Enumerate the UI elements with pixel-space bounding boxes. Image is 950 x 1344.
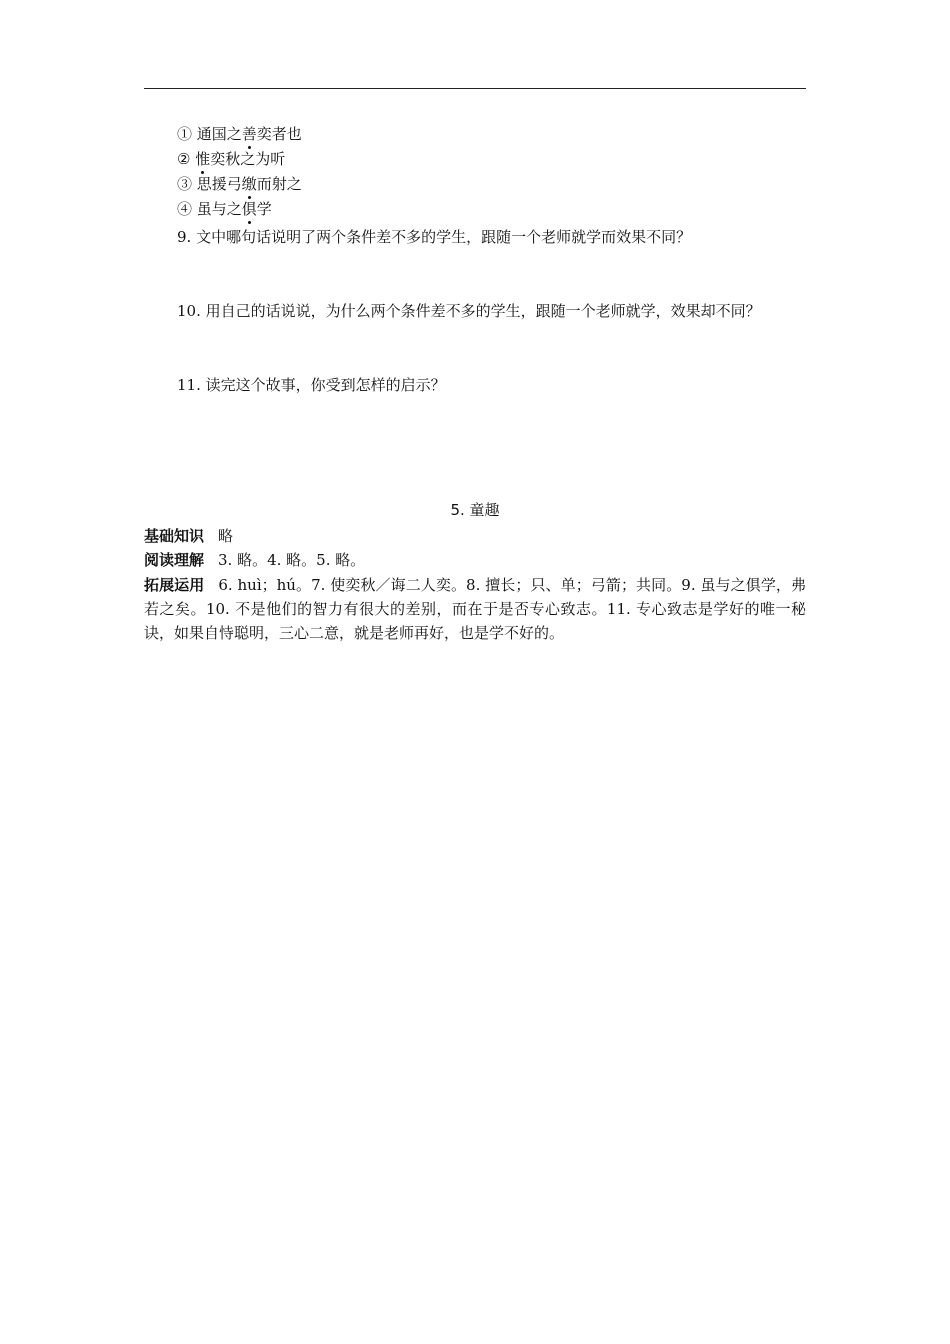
emphasis-char: 惟	[195, 150, 211, 168]
answer-basic-label: 基础知识	[144, 527, 205, 545]
emphasis-char: 俱	[241, 200, 257, 218]
emphasis-char: 善	[241, 125, 257, 143]
answer-extend-text: 6. huì；hú。7. 使奕秋／诲二人奕。8. 擅长；只、单；弓箭；共同。9. 虽与之俱学，弗若之矣。10. 不是他们的智力有很大的差别，而在于是否专心致志。11. 专心致志是学好的唯一秘诀，如果自恃聪明，三心二意，就是老师再好，也是学不好的。	[144, 576, 806, 642]
answer-extend-label: 拓展运用	[144, 576, 205, 594]
option-2: ② 惟奕秋之为听	[177, 150, 286, 168]
answer-section-title: 5. 童趣	[450, 501, 500, 519]
header-rule	[144, 88, 806, 89]
answer-reading-text: 3. 略。4. 略。5. 略。	[218, 551, 366, 569]
answer-reading-label: 阅读理解	[144, 551, 205, 569]
answer-extend	[144, 573, 806, 645]
question-9: 9. 文中哪句话说明了两个条件差不多的学生，跟随一个老师就学而效果不同？	[177, 228, 692, 246]
question-10: 10. 用自己的话说说，为什么两个条件差不多的学生，跟随一个老师就学，效果却不同？	[177, 302, 761, 320]
answer-basic	[144, 524, 806, 548]
option-3: ③ 思援弓缴而射之	[177, 175, 302, 193]
option-1: ① 通国之善奕者也	[177, 125, 302, 143]
emphasis-char: 缴	[241, 175, 257, 193]
question-11: 11. 读完这个故事，你受到怎样的启示？	[177, 376, 446, 394]
answer-basic-text: 略	[218, 527, 234, 545]
answer-reading	[144, 548, 806, 572]
option-4: ④ 虽与之俱学	[177, 200, 272, 218]
